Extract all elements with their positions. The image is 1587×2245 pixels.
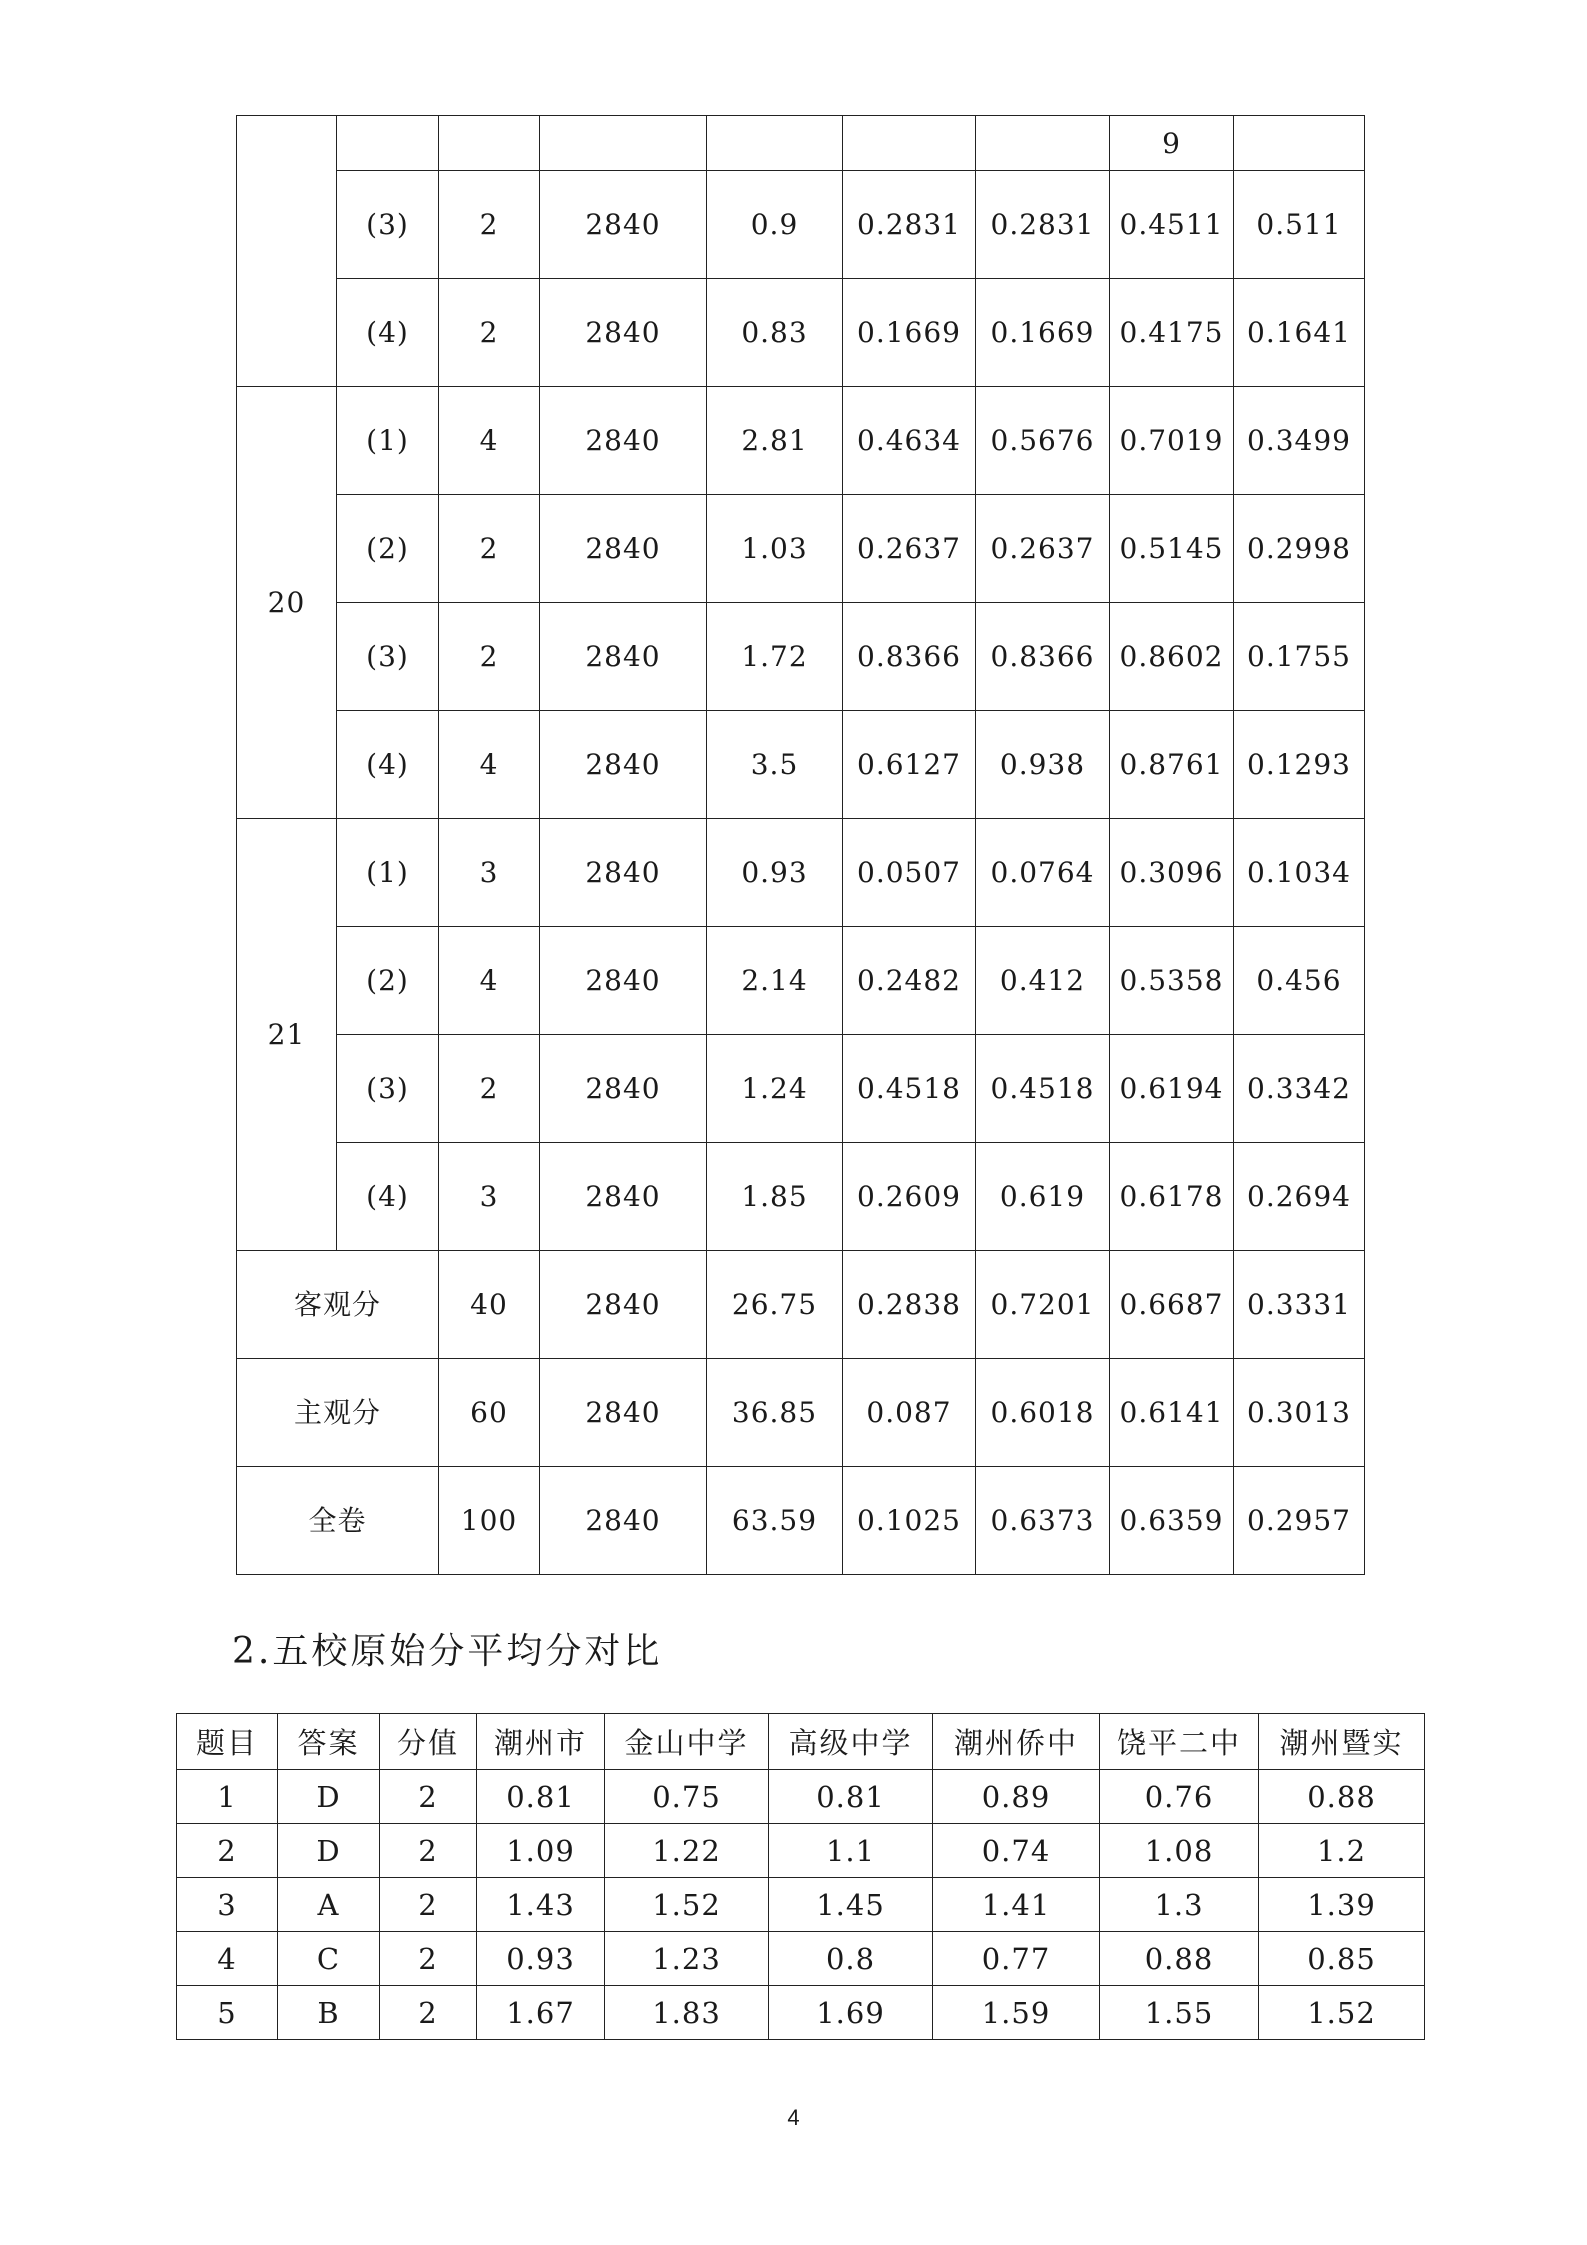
column-header: 分值 [380, 1714, 477, 1770]
table-row [237, 927, 1365, 1035]
table-cell: 1.45 [769, 1878, 933, 1932]
table-cell: B [278, 1986, 380, 2040]
table-cell: 1.85 [707, 1143, 843, 1251]
table-cell: 36.85 [707, 1359, 843, 1467]
table-cell: 2840 [540, 927, 707, 1035]
table-cell: 0.2831 [976, 171, 1110, 279]
table-cell: 2 [439, 1035, 540, 1143]
table-cell: 2.81 [707, 387, 843, 495]
table-cell: 1.69 [769, 1986, 933, 2040]
table-cell: (4) [337, 711, 439, 819]
table-cell: 1.1 [769, 1824, 933, 1878]
group-label-cell: 21 [237, 819, 337, 1251]
table-row [177, 1824, 1425, 1878]
table-row [237, 603, 1365, 711]
summary-row [237, 1359, 1365, 1467]
table-cell: 1.72 [707, 603, 843, 711]
table-cell: (4) [337, 279, 439, 387]
column-header: 金山中学 [605, 1714, 769, 1770]
table-cell: 2.14 [707, 927, 843, 1035]
table-cell: 2840 [540, 279, 707, 387]
table-cell [1110, 927, 1234, 1035]
table-cell [1110, 1467, 1234, 1575]
table-cell [976, 116, 1110, 171]
table-cell: 0.76 [1100, 1770, 1259, 1824]
table-cell [1110, 1143, 1234, 1251]
page-number: 4 [787, 2105, 800, 2130]
table-cell: 3.5 [707, 711, 843, 819]
table-row [237, 819, 1365, 927]
table-cell: 1.2 [1259, 1824, 1425, 1878]
table-cell: 0.1025 [843, 1467, 976, 1575]
table-cell: 1.41 [933, 1878, 1100, 1932]
table-cell: 0.5676 [976, 387, 1110, 495]
wrapped-value: 0.7019 [1119, 424, 1224, 457]
table-cell: (2) [337, 495, 439, 603]
table-cell: 0.2609 [843, 1143, 976, 1251]
table-row [237, 711, 1365, 819]
table-cell: 0.2637 [843, 495, 976, 603]
summary-row [237, 1467, 1365, 1575]
table-cell: 0.8366 [843, 603, 976, 711]
table-cell [540, 116, 707, 171]
table-cell: 4 [439, 927, 540, 1035]
wrapped-value: 0.5145 [1119, 532, 1224, 565]
table-cell: 0.3342 [1234, 1035, 1365, 1143]
column-header: 潮州暨实 [1259, 1714, 1425, 1770]
table-cell: 0.456 [1234, 927, 1365, 1035]
table-cell: 0.88 [1100, 1932, 1259, 1986]
table-cell: 1.23 [605, 1932, 769, 1986]
table-cell: 0.1034 [1234, 819, 1365, 927]
wrapped-value: 0.4175 [1119, 316, 1224, 349]
table-cell: 0.1669 [843, 279, 976, 387]
table-cell: 0.93 [707, 819, 843, 927]
table-cell: 0.6018 [976, 1359, 1110, 1467]
table-cell: 2840 [540, 1251, 707, 1359]
table-row [237, 116, 1365, 171]
table-cell: 1.55 [1100, 1986, 1259, 2040]
table-cell: 1.22 [605, 1824, 769, 1878]
column-header: 高级中学 [769, 1714, 933, 1770]
table-cell [843, 116, 976, 171]
section-heading: 2.五校原始分平均分对比 [232, 1631, 663, 1672]
table-cell: 2 [380, 1932, 477, 1986]
table-cell: 0.89 [933, 1770, 1100, 1824]
table-cell [1110, 387, 1234, 495]
table-cell: 0.2637 [976, 495, 1110, 603]
table-cell: (1) [337, 387, 439, 495]
table-cell: 0.8 [769, 1932, 933, 1986]
table-cell [1110, 1359, 1234, 1467]
table-cell [1110, 279, 1234, 387]
table-row [237, 495, 1365, 603]
summary-label-cell: 客观分 [237, 1251, 439, 1359]
table-cell: 1.59 [933, 1986, 1100, 2040]
table-cell [1110, 819, 1234, 927]
table-cell: 0.4518 [843, 1035, 976, 1143]
table-cell [1110, 1035, 1234, 1143]
table-row [177, 1986, 1425, 2040]
table-cell: 0.2694 [1234, 1143, 1365, 1251]
table-row [177, 1770, 1425, 1824]
table-cell: 26.75 [707, 1251, 843, 1359]
wrapped-value: 0.6194 [1119, 1072, 1224, 1105]
table-cell: 0.412 [976, 927, 1110, 1035]
table-cell: 4 [177, 1932, 278, 1986]
table-cell: 0.2831 [843, 171, 976, 279]
wrapped-value: 0.4511 [1119, 208, 1224, 241]
table-cell: 0.74 [933, 1824, 1100, 1878]
table-cell: A [278, 1878, 380, 1932]
wrapped-value: 0.8602 [1119, 640, 1224, 673]
table-cell: 2 [177, 1824, 278, 1878]
table-cell: 63.59 [707, 1467, 843, 1575]
column-header: 饶平二中 [1100, 1714, 1259, 1770]
table-cell: 0.75 [605, 1770, 769, 1824]
table-cell: 2840 [540, 387, 707, 495]
table-cell: 0.2482 [843, 927, 976, 1035]
school-average-table [176, 1713, 1425, 2040]
table-row [237, 171, 1365, 279]
column-header: 潮州市 [477, 1714, 605, 1770]
table-cell: 4 [439, 711, 540, 819]
table-cell: 0.6373 [976, 1467, 1110, 1575]
wrapped-value: 0.6141 [1119, 1396, 1224, 1429]
table-cell: 3 [177, 1878, 278, 1932]
table-cell: 3 [439, 1143, 540, 1251]
table-cell [439, 116, 540, 171]
table-cell: 0.1293 [1234, 711, 1365, 819]
table-cell: 2 [439, 171, 540, 279]
table-cell: 0.087 [843, 1359, 976, 1467]
table-cell: 2 [439, 603, 540, 711]
table-cell: 2840 [540, 603, 707, 711]
column-header: 潮州侨中 [933, 1714, 1100, 1770]
table-cell: 1.52 [605, 1878, 769, 1932]
table-cell [1110, 1251, 1234, 1359]
table-row [237, 1035, 1365, 1143]
table-cell [1110, 171, 1234, 279]
table-cell: (1) [337, 819, 439, 927]
wrapped-value: 0.8761 [1119, 748, 1224, 781]
table-cell: (4) [337, 1143, 439, 1251]
table-cell [707, 116, 843, 171]
table-cell: 2840 [540, 495, 707, 603]
wrapped-value: 0.3096 [1119, 856, 1224, 889]
table-cell: 1.52 [1259, 1986, 1425, 2040]
table-cell: 1.39 [1259, 1878, 1425, 1932]
table-cell: 0.1641 [1234, 279, 1365, 387]
table-cell: D [278, 1824, 380, 1878]
table-cell: 1.08 [1100, 1824, 1259, 1878]
table-cell: D [278, 1770, 380, 1824]
table-cell: 0.85 [1259, 1932, 1425, 1986]
table-cell: 0.4634 [843, 387, 976, 495]
group-label-cell: 20 [237, 387, 337, 819]
table-cell: 2840 [540, 1359, 707, 1467]
header-row [177, 1714, 1425, 1770]
table-cell: 0.6127 [843, 711, 976, 819]
table-cell: 0.2838 [843, 1251, 976, 1359]
table-row [177, 1878, 1425, 1932]
table-cell [1110, 495, 1234, 603]
table-cell: 0.88 [1259, 1770, 1425, 1824]
table-cell: 0.8366 [976, 603, 1110, 711]
table-cell: 60 [439, 1359, 540, 1467]
table-cell: 0.4518 [976, 1035, 1110, 1143]
table-row [237, 387, 1365, 495]
table-cell [1110, 603, 1234, 711]
table-cell: 2 [380, 1770, 477, 1824]
table-cell: 0.619 [976, 1143, 1110, 1251]
table-cell: 0.81 [477, 1770, 605, 1824]
table-cell: 2840 [540, 1467, 707, 1575]
table-cell: 0.7201 [976, 1251, 1110, 1359]
table-cell: 0.938 [976, 711, 1110, 819]
table-cell: 0.1669 [976, 279, 1110, 387]
table-cell: 0.0764 [976, 819, 1110, 927]
table-cell [337, 116, 439, 171]
table-cell: (3) [337, 171, 439, 279]
table-cell: 2 [380, 1824, 477, 1878]
table-cell: 0.3013 [1234, 1359, 1365, 1467]
table-cell: 2840 [540, 1143, 707, 1251]
table-row [237, 279, 1365, 387]
summary-row [237, 1251, 1365, 1359]
table-cell: 2840 [540, 171, 707, 279]
table-cell: C [278, 1932, 380, 1986]
table-cell: 100 [439, 1467, 540, 1575]
table-cell: (3) [337, 1035, 439, 1143]
table-cell: 2840 [540, 819, 707, 927]
table-cell: 0.83 [707, 279, 843, 387]
table-cell [1110, 711, 1234, 819]
group-label-cell [237, 116, 337, 387]
table-cell: 1 [177, 1770, 278, 1824]
table-cell: 1.3 [1100, 1878, 1259, 1932]
table-cell: 0.2998 [1234, 495, 1365, 603]
table-cell: 2 [439, 495, 540, 603]
table-cell: 2 [380, 1986, 477, 2040]
table-cell: 9 [1110, 116, 1234, 171]
wrapped-value: 0.6687 [1119, 1288, 1224, 1321]
column-header: 答案 [278, 1714, 380, 1770]
summary-label-cell: 主观分 [237, 1359, 439, 1467]
table-cell: 0.77 [933, 1932, 1100, 1986]
table-cell: 3 [439, 819, 540, 927]
table-cell: 0.2957 [1234, 1467, 1365, 1575]
table-cell: 0.93 [477, 1932, 605, 1986]
table-cell: (2) [337, 927, 439, 1035]
table-cell: 1.03 [707, 495, 843, 603]
table-cell: 2840 [540, 1035, 707, 1143]
table-cell: 0.3331 [1234, 1251, 1365, 1359]
wrapped-value: 0.5358 [1119, 964, 1224, 997]
table-row [177, 1932, 1425, 1986]
table-cell: 0.511 [1234, 171, 1365, 279]
table-cell: 1.67 [477, 1986, 605, 2040]
table-cell: 2840 [540, 711, 707, 819]
item-analysis-table [236, 115, 1365, 1575]
table-cell: 1.83 [605, 1986, 769, 2040]
table-cell [1234, 116, 1365, 171]
table-cell: 5 [177, 1986, 278, 2040]
column-header: 题目 [177, 1714, 278, 1770]
table-cell: 2 [380, 1878, 477, 1932]
table-cell: 4 [439, 387, 540, 495]
table-cell: 2 [439, 279, 540, 387]
table-cell: 0.9 [707, 171, 843, 279]
table-cell: 0.0507 [843, 819, 976, 927]
table-cell: 1.09 [477, 1824, 605, 1878]
table-cell: 40 [439, 1251, 540, 1359]
table-cell: 1.43 [477, 1878, 605, 1932]
table-cell: 0.1755 [1234, 603, 1365, 711]
table-cell: (3) [337, 603, 439, 711]
table-cell: 0.3499 [1234, 387, 1365, 495]
table-row [237, 1143, 1365, 1251]
wrapped-value: 0.6178 [1119, 1180, 1224, 1213]
table-cell: 1.24 [707, 1035, 843, 1143]
wrapped-value: 0.6359 [1119, 1504, 1224, 1537]
table-cell: 0.81 [769, 1770, 933, 1824]
summary-label-cell: 全卷 [237, 1467, 439, 1575]
